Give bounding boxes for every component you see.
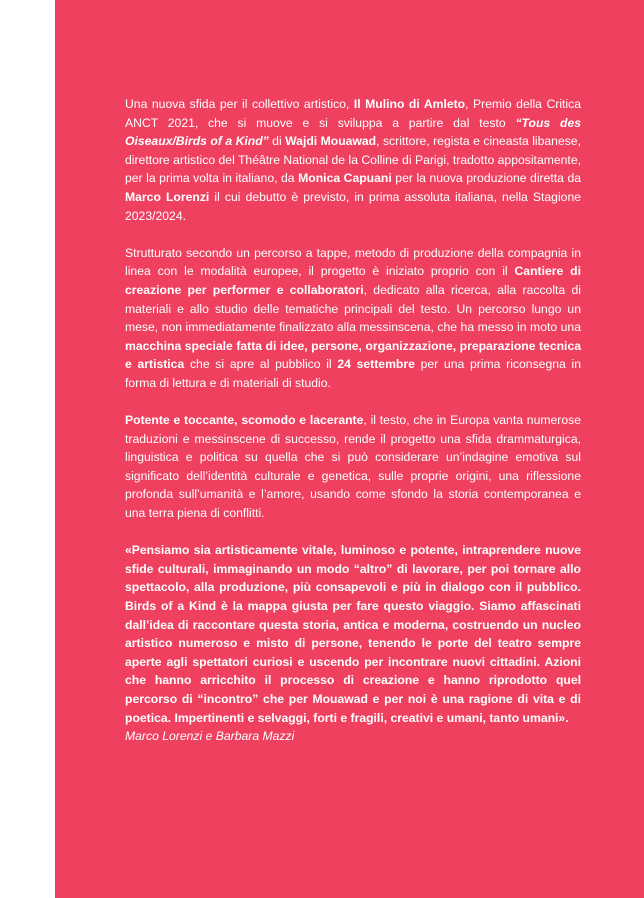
director-name: Marco Lorenzi [125,189,210,204]
paragraph-text-description [125,411,581,523]
text-run: Strutturato secondo un percorso a tappe, metodo di produzione della compagnia in linea con le modalità europee, il progetto è iniziato proprio con il [125,245,581,279]
event-date: 24 settembre [337,357,415,372]
paragraph-structure [125,244,581,393]
quote-block [125,541,581,727]
text-run: per la nuova produzione diretta da [391,171,582,186]
play-title: “Tous des Oiseaux/Birds of a Kind” [125,115,581,149]
body-text [125,95,581,746]
text-run: , dedicato alla ricerca, alla raccolta di materiali e allo studio delle tematiche principali del testo. Un percorso lungo un mese, non immediatamente finalizzato alla messinscena, che ha messo in moto una [125,282,581,335]
text-run: per una prima riconsegna in forma di lettura e di materiali di studio. [125,357,581,390]
page-background [55,0,644,898]
quote-signature: Marco Lorenzi e Barbara Mazzi [125,729,295,744]
text-run: che si apre al pubblico il [184,357,338,372]
text-run: , scrittore, regista e cineasta libanese, direttore artistico del Théâtre National de la Colline di Parigi, tradotto appositamente, per la prima volta in italiano, da [125,134,581,186]
text-run: di [268,134,286,149]
highlight-phrase: Potente e toccante, scomodo e lacerante [125,413,364,428]
workshop-name: Cantiere di creazione per performer e collaboratori [125,264,581,297]
text-run: il cui debutto è previsto, in prima assoluta italiana, nella Stagione 2023/2024. [125,189,582,223]
text-run: , il testo, che in Europa vanta numerose traduzioni e messinscene di successo, rende il progetto una sfida drammaturgica, linguistica e politica su quella che si può considerare un’indagine emotiva sul significato dell’identità culturale e genetica, sulle proprie origini, una riflessione profonda sull’umanità e l’amore, usando come sfondo la storia contemporanea e una terra piena di conflitti. [125,413,581,521]
highlight-phrase: macchina speciale fatta di idee, persone, organizzazione, preparazione tecnica e artistica [125,338,581,372]
author-name: Wajdi Mouawad [285,134,377,149]
text-run: , Premio della Critica ANCT 2021, che si muove e si sviluppa a partire dal testo [125,97,581,130]
text-run: Una nuova sfida per il collettivo artistico, [125,97,354,111]
quote-text: «Pensiamo sia artisticamente vitale, luminoso e potente, intraprendere nuove sfide culturali, immaginando un modo “altro” di lavorare, per poi tornare allo spettacolo, alla produzione, più consapevoli e più in dialogo con il pubblico. Birds of a Kind è la mappa giusta per fare questo viaggio. Siamo affascinati dall’idea di raccontare questa storia, antica e moderna, costruendo un nucleo artistico numeroso e misto di persone, tenendo le porte del teatro sempre aperte agli spettatori curiosi e uscendo per incontrare nuovi cittadini. Azioni che hanno arricchito il processo di creazione e hanno riprodotto quel percorso di “incontro” che per Mouawad e per noi è una ragione di vita e di poetica. Impertinenti e selvaggi, forti e fragili, creativi e umani, tanto umani». [125,543,581,725]
company-name: Il Mulino di Amleto [353,97,466,111]
paragraph-intro [125,95,581,225]
translator-name: Monica Capuani [298,171,392,186]
